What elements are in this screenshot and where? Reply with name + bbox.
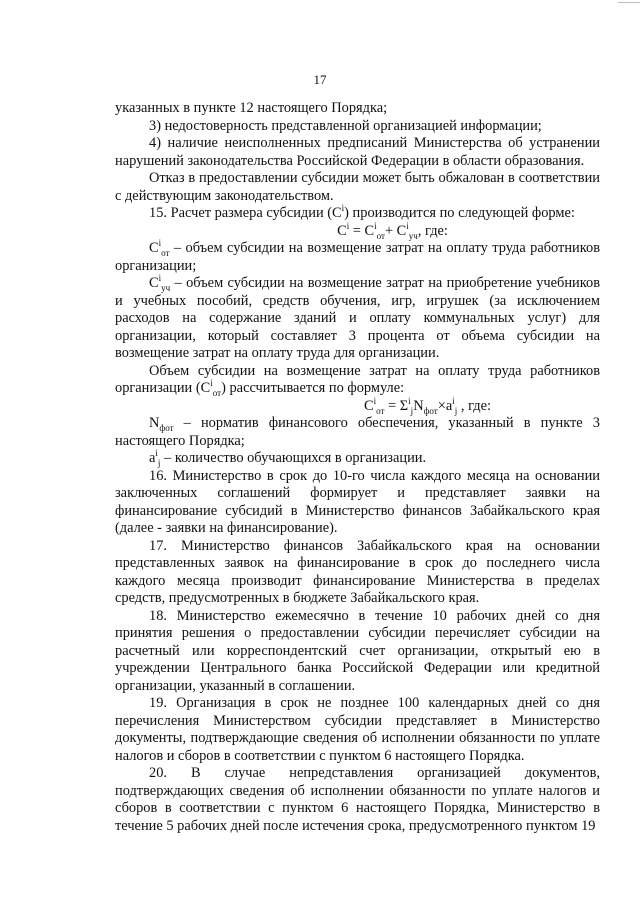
paragraph-16: 16. Министерство в срок до 10-го числа каждого месяца на основании заключенных соглашений формирует и представляет заявки на финансирование субсидий в Министерство финансов Забайкальского края (далее - заявки на финансирование).	[115, 467, 600, 536]
paragraph-18: 18. Министерство ежемесячно в течение 10 рабочих дней со дня принятия решения о предоставлении субсидии перечисляет субсидии на расчетный или корреспондентский счет организации, открытый ею в учреждении Центрального банка Российской Федерации или кредитной организации, указанный в соглашении.	[115, 607, 600, 694]
formula-total-subsidy: $С^i = С^i_{от}+ С^i_{уч}$, где:	[337, 220, 448, 241]
definition-c-ot: $С^i_{от}$ – объем субсидии на возмещение затрат на оплату труда работников организации;	[115, 238, 600, 274]
formula-labor-subsidy: $С^i_{от} = \Sigma^i_jN_{фот}\times a^i_j$ , где:	[364, 395, 491, 416]
definition-c-uch: $С^i_{уч}$ – объем субсидии на возмещение затрат на приобретение учебников и учебных пособий, средств обучения, игр, игрушек (за исключением расходов на содержание зданий и оплату коммунальных услуг) для организации, который составляет 3 процента от объема субсидии на возмещение затрат на оплату труда для организации.	[115, 273, 600, 361]
page-number: 17	[313, 72, 327, 87]
paragraph-continuation: указанных в пункте 12 настоящего Порядка;	[115, 100, 388, 116]
paragraph-labor-subsidy: Объем субсидии на возмещение затрат на оплату труда работников организации $(С^i_{от})$ рассчитывается по формуле:	[115, 362, 600, 398]
document-body	[115, 100, 600, 835]
paragraph-item-3: 3) недостоверность представленной организацией информации;	[149, 117, 542, 134]
paragraph-20: 20. В случае непредставления организацией документов, подтверждающих сведения об исполнении обязанности по уплате налогов и сборов в соответствии с пунктом 6 настоящего Порядка, Министерство в течение 5 рабочих дней после истечения срока, предусмотренного пунктом 19	[115, 765, 600, 834]
paragraph-item-4: 4) наличие неисполненных предписаний Министерства об устранении нарушений законодательства Российской Федерации в области образования.	[115, 135, 600, 169]
definition-n-fot: $N_{фот}$ – норматив финансового обеспечения, указанный в пункте 3 настоящего Порядка;	[115, 415, 600, 449]
paragraph-15: 15. Расчет размера субсидии $(С^i)$ производится по следующей форме:	[149, 203, 575, 221]
paragraph-appeal: Отказ в предоставлении субсидии может быть обжалован в соответствии с действующим законодательством.	[115, 170, 600, 204]
paragraph-17: 17. Министерство финансов Забайкальского края на основании представленных заявок на финансирование в срок до последнего числа каждого месяца производит финансирование Министерства в пределах средств, предусмотренных в бюджете Забайкальского края.	[115, 537, 600, 606]
definition-a-ij: $a^i_j$ – количество обучающихся в организации.	[149, 448, 427, 468]
paragraph-19: 19. Организация в срок не позднее 100 календарных дней со дня перечисления Министерством субсидии представляет в Министерство документы, подтверждающие сведения об исполнении обязанности по уплате налогов и сборов в соответствии с пунктом 6 настоящего Порядка.	[115, 695, 600, 764]
scan-corner-mark	[618, 2, 640, 3]
